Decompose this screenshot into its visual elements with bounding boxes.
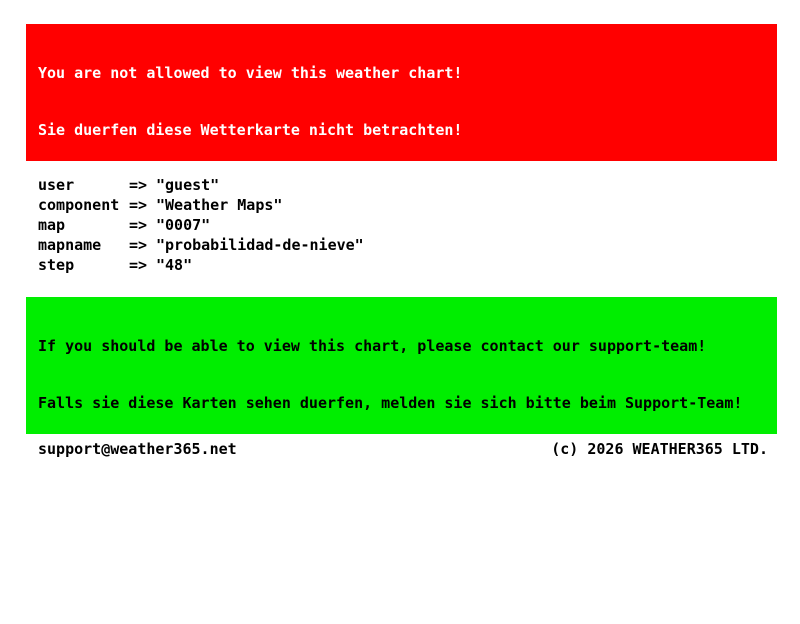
param-row-mapname [38, 235, 777, 255]
param-key: map [38, 216, 66, 234]
error-banner [26, 24, 777, 161]
param-row-component [38, 195, 777, 215]
param-value: "48" [156, 256, 193, 274]
param-value: "Weather Maps" [156, 196, 283, 214]
request-params [38, 175, 777, 275]
support-line-english: If you should be able to view this chart, please contact our support-team! [38, 337, 707, 355]
param-key: component [38, 196, 120, 214]
footer [38, 439, 768, 459]
arrow-symbol: => [129, 196, 148, 214]
support-banner [26, 297, 777, 434]
error-line-german: Sie duerfen diese Wetterkarte nicht betrachten! [38, 121, 463, 139]
copyright-notice: (c) 2026 WEATHER365 LTD. [551, 440, 768, 458]
param-value: "probabilidad-de-nieve" [156, 236, 364, 254]
arrow-symbol: => [129, 236, 148, 254]
param-key: mapname [38, 236, 102, 254]
error-line-english: You are not allowed to view this weather chart! [38, 64, 463, 82]
support-line-german: Falls sie diese Karten sehen duerfen, melden sie sich bitte beim Support-Team! [38, 394, 743, 412]
param-value: "0007" [156, 216, 211, 234]
arrow-symbol: => [129, 176, 148, 194]
arrow-symbol: => [129, 216, 148, 234]
param-value: "guest" [156, 176, 220, 194]
support-email: support@weather365.net [38, 440, 237, 458]
param-row-step [38, 255, 777, 275]
param-row-user [38, 175, 777, 195]
param-key: user [38, 176, 75, 194]
param-key: step [38, 256, 75, 274]
param-row-map [38, 215, 777, 235]
arrow-symbol: => [129, 256, 148, 274]
